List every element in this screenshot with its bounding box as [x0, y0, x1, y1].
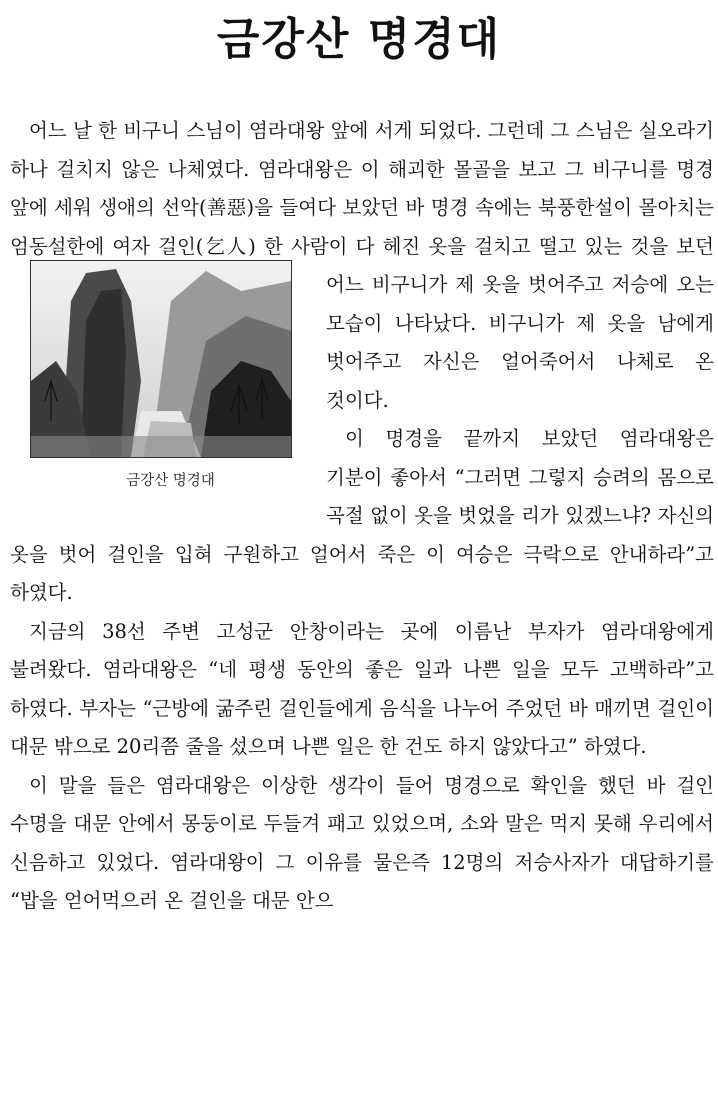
paragraph-3: 지금의 38선 주변 고성군 안창이라는 곳에 이름난 부자가 염라대왕에게 불려왔다. 염라대왕은 “네 평생 동안의 좋은 일과 나쁜 일을 모두 고백하라”고 하였다. 부자는 “근방에 굶주린 걸인들에게 음식을 나누어 주었던 바 매끼면 걸인이 대문 밖으로 20리쯤 줄을 섰으며 나쁜 일은 한 건도 하지 않았다고” 하였다.	[10, 619, 714, 758]
article-body	[10, 112, 714, 921]
page-title: 금강산 명경대	[216, 14, 502, 65]
figure	[10, 234, 310, 514]
mountain-painting-icon	[31, 261, 291, 457]
mountain-painting-image	[30, 260, 292, 458]
paragraph-1	[10, 112, 714, 489]
paragraph-2: 이 명경을 끝까지 보았던 염라대왕은 기분이 좋아서 “그러면 그렇지 승려의 몸으로 곡절 없이 옷을 벗었을 리가 있겠느냐? 자신의 옷을 벗어 걸인을 입혀 구원하고 얼어서 죽은 이 여승은 극락으로 안내하라”고 하였다.	[10, 427, 714, 604]
paragraph-4: 이 말을 들은 염라대왕은 이상한 생각이 들어 명경으로 확인을 했던 바 걸인 수명을 대문 안에서 몽둥이로 두들겨 패고 있었으며, 소와 말은 먹지 못해 우리에서 신음하고 있었다. 염라대왕이 그 이유를 물은즉 12명의 저승사자가 대답하기를 “밥을 얻어먹으러 온 걸인을 대문 안으	[10, 773, 714, 912]
figure-caption: 금강산 명경대	[126, 472, 215, 489]
paragraph-1-text-a: 어느 날 한 비구니 스님이 염라대왕 앞에 서게 되었다. 그런데 그 스님은 실오라기 하나 걸치지 않은 나체였다. 염라대왕은 이 해괴한 몰골을 보고 그 비구니를 명경 앞에 세워 생애의 선악(善惡)을 들여다 보았던 바 명경 속에는 북풍한설이 몰아치는 엄동설한에 여자 걸인(乞人) 한	[10, 119, 714, 258]
paragraph-1-text-b: 사람이 다 헤진 옷을 걸치고 떨고 있는 것을 보던 어느 비구니가 제 옷을 벗어주고 저승에 오는 모습이 나타났다. 비구니가 제 옷을 남에게 벗어주고 자신은 얼어죽어서 나체로 온 것이다.	[290, 234, 714, 412]
